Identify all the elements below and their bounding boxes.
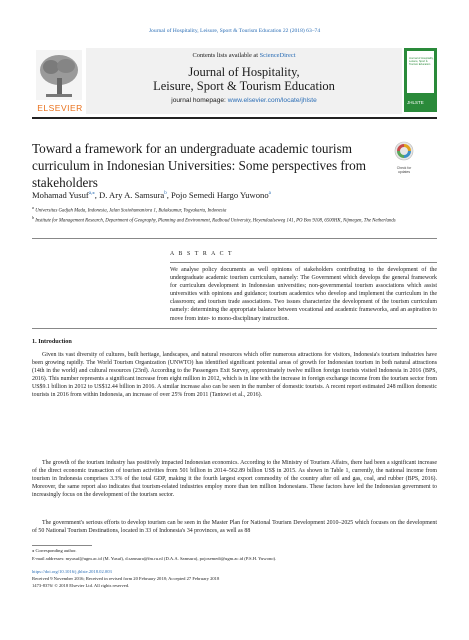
- intro-paragraph-2: The growth of the tourism industry has positively impacted Indonesian economics. According to the Ministry of Tourism Affairs, there had been a significant increase of the direct economic transaction of tourism activities from 501 billion in 2014–562.89 billion US$ in 2015. As shown in Table 1, currently, the national income from tourism in Indonesia comprises 3.3% of the total GDP, making it the fourth largest export commodity of the country after oil and gas, coal, and rubber (BPS, 2016). Moreover, the same report also indicates that tourism-related industries employ more than ten million Indonesians. These factors have led the Indonesian government to increasingly focus on the development of the tourism sector.: [32, 460, 437, 499]
- paper-title: Toward a framework for an undergraduate academic tourism curriculum in Indonesian Universities: Some perspectives from stakeholders: [32, 141, 367, 190]
- homepage-prefix: journal homepage:: [171, 97, 226, 104]
- section-divider: [32, 238, 437, 239]
- abstract-text: We analyse policy documents as well opinions of stakeholders contributing to the development of the undergraduate academic tourism curriculum, namely: The Government which develops the general framework for curriculum development in Indonesian universities; non-governmental tourism associations which assist universities with opinions and guidance; tourism academics who develop and implement the curriculum in the classroom; and tourism trade associations. Two issues characterize the development of the tourism curriculum namely: determining the appropriate balance between vocational and academic frameworks, and an aspiration to move from inter- to mono-disciplinary instruction.: [170, 267, 437, 322]
- affiliation-b: [32, 215, 437, 225]
- affiliation-mark: b: [32, 215, 34, 220]
- doi-link[interactable]: https://doi.org/10.1016/j.jhlste.2018.02.003: [32, 569, 112, 574]
- journal-reference[interactable]: Journal of Hospitality, Leisure, Sport & Tourism Education 22 (2018) 63–74: [148, 28, 321, 34]
- cover-brand: JHLSTE: [407, 100, 424, 105]
- affiliation-text: Universitas Gadjah Mada, Indonesia, Jalan Sosiohumaniora 1, Bulaksumur, Yogyakarta, Indonesia: [35, 208, 227, 214]
- journal-masthead: [32, 48, 437, 120]
- sciencedirect-link[interactable]: ScienceDirect: [259, 52, 296, 59]
- abstract-divider: [170, 262, 437, 263]
- author-3-marks[interactable]: a: [268, 191, 271, 197]
- affiliation-text: Institute for Management Research, Department of Geography, Planning and Environment, Radboud University, Heyendaalseweg 141, PO Box 9108, 6500HK, Nijmegen, The Netherlands: [35, 218, 396, 224]
- journal-cover-thumbnail[interactable]: [404, 48, 437, 112]
- check-for-updates-badge[interactable]: [392, 141, 416, 173]
- email-addresses[interactable]: E-mail addresses: myusuf@ugm.ac.id (M. Yusuf), d.samsura@fm.ru.nl (D.A.A. Samsura), pojosemedi@ugm.ac.id (P.S.H. Yuwono).: [32, 556, 277, 561]
- section-divider: [32, 328, 437, 329]
- affiliation-a: [32, 205, 437, 215]
- author-list: [32, 190, 437, 200]
- affiliations: [32, 205, 437, 225]
- contents-line: [86, 52, 402, 59]
- received-dates: Received 9 November 2016; Received in revised form 20 February 2018; Accepted 27 February 2018: [32, 576, 220, 581]
- contents-prefix: Contents lists available at: [192, 52, 259, 59]
- cover-panel: [407, 51, 434, 93]
- journal-title-line2: Leisure, Sport & Tourism Education: [153, 79, 335, 93]
- author-1[interactable]: Mohamad Yusuf: [32, 190, 89, 200]
- masthead-divider: [32, 117, 437, 119]
- affiliation-mark: a: [32, 205, 34, 210]
- journal-title-line1: Journal of Hospitality,: [188, 65, 300, 79]
- journal-title: [86, 65, 402, 93]
- cover-title: Journal of Hospitality, Leisure, Sport & Tourism Education: [409, 57, 434, 67]
- author-2-marks[interactable]: b: [164, 191, 167, 197]
- author-2[interactable]: D. Ary A. Samsura: [99, 190, 165, 200]
- author-separator: ,: [166, 190, 171, 200]
- footnote-divider: [32, 545, 92, 546]
- check-for-updates-icon: [394, 141, 414, 161]
- author-separator: ,: [94, 190, 100, 200]
- abstract-heading: A B S T R A C T: [170, 251, 234, 257]
- intro-paragraph-1: Given its vast diversity of cultures, built heritage, landscapes, and natural resources which offer numerous attractions for visitors, Indonesia's tourism industries have been growing rapidly. The World Tourism Organization (UNWTO) has identified significant potential areas of growth for Indonesian tourism in both natural attractions (14th in the world) and cultural resources (23rd). According to the Passengers Exit Survey, approximately twelve million foreign tourists visited Indonesia in 2016 (BPS, 2016). This number represents a significant increase from eight million in 2012, which is in line with the increase in foreign exchange income from the tourism sector from US$9.1 billion in 2012 to US$12.44 billion in 2016. A similar increase also can be seen in the number of domestic tourists. A recent report estimated 248 million domestic tourists in 2016 from within Indonesia, an increase of over 25% from 2011 (Tantowi et al., 2016).: [32, 352, 437, 399]
- author-1-marks[interactable]: a,⁎: [88, 191, 95, 197]
- journal-homepage: [86, 97, 402, 104]
- publisher-name: ELSEVIER: [37, 103, 83, 113]
- corresponding-author-note: ⁎ Corresponding author.: [32, 548, 77, 553]
- homepage-link[interactable]: www.elsevier.com/locate/jhlste: [227, 97, 317, 104]
- check-for-updates-label: Check for updates: [396, 166, 412, 174]
- author-3[interactable]: Pojo Semedi Hargo Yuwono: [170, 190, 269, 200]
- section-heading-introduction: 1. Introduction: [32, 338, 72, 345]
- intro-paragraph-3: The government's serious efforts to develop tourism can be seen in the Master Plan for National Tourism Development 2010–2025 which focuses on the development of 50 National Tourism Destinations, located in 33 of Indonesia's 34 provinces, as well as 88: [32, 520, 437, 535]
- copyright-line: 1473-8376/ © 2018 Elsevier Ltd. All rights reserved.: [32, 583, 130, 588]
